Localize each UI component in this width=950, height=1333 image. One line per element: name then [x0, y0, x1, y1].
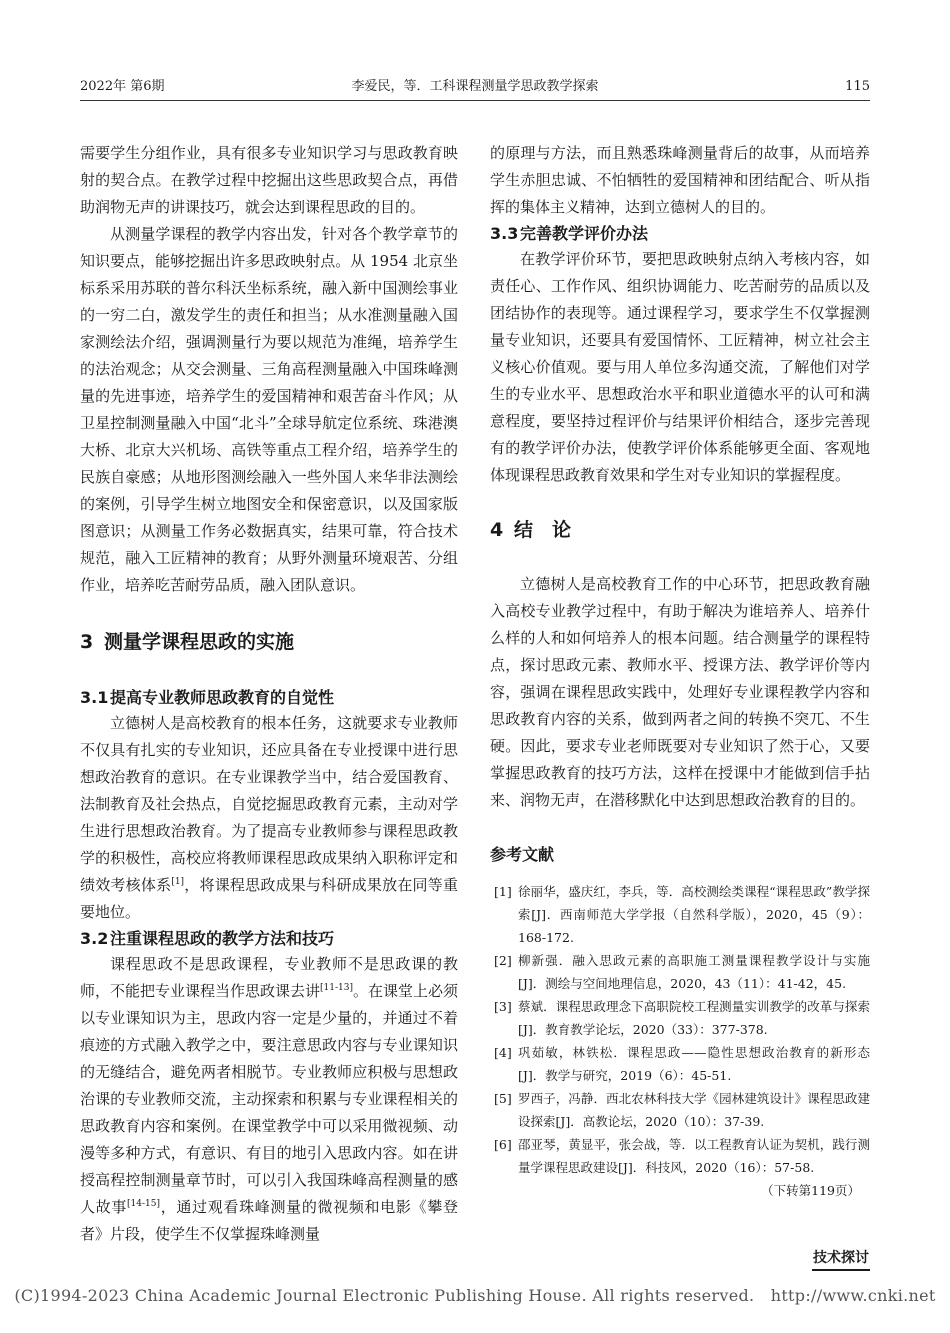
reference-text: 蔡斌．课程思政理念下高职院校工程测量实训教学的改革与探索[J]．教育教学论坛，2020（33）：377-378. — [518, 999, 870, 1037]
subsection-number: 3.2 — [80, 929, 109, 948]
paragraph: 需要学生分组作业，具有很多专业知识学习与思政教育映射的契合点。在教学过程中挖掘出这些思政契合点，再借助润物无声的讲课技巧，就会达到课程思政的目的。 — [80, 144, 458, 216]
paragraph: 的原理与方法，而且熟悉珠峰测量背后的故事，从而培养学生赤胆忠诚、不怕牺牲的爱国精神和团结配合、听从指挥的集体主义精神，达到立德树人的目的。 — [490, 144, 870, 216]
references-list — [490, 880, 870, 1179]
continued-note: （下转第119页） — [761, 1183, 860, 1198]
subsection-heading — [490, 221, 870, 246]
reference-item — [490, 1133, 870, 1179]
reference-item — [490, 1041, 870, 1087]
subsection-heading — [80, 685, 458, 710]
running-header — [80, 74, 870, 101]
reference-number: [6] — [494, 1137, 512, 1152]
section-number: 4 — [490, 519, 504, 541]
paragraph: 从测量学课程的教学内容出发，针对各个教学章节的知识要点，能够挖掘出许多思政映射点。从 1954 北京坐标系采用苏联的普尔科沃坐标系统，融入新中国测绘事业的一穷二白，激发学生的责任和担当；从水准测量融入国家测绘法介绍，强调测量行为要以规范为准绳，培养学生的法治观念；从交会测量、三角高程测量融入中国珠峰测量的先进事迹，培养学生的爱国精神和艰苦奋斗作风；从卫星控制测量融入中国“北斗”全球导航定位系统、珠港澳大桥、北京大兴机场、高铁等重点工程介绍，培养学生的民族自豪感；从地形图测绘融入一些外国人来华非法测绘的案例，引导学生树立地图安全和保密意识，以及国家版图意识；从测量工作务必数据真实，结果可靠，符合技术规范，融入工匠精神的教育；从野外测量环境艰苦、分组作业，培养吃苦耐劳品质，融入团队意识。 — [80, 225, 458, 594]
article-running-title: 李爱民，等．工科课程测量学思政教学探索 — [351, 79, 599, 94]
citation-mark: [1] — [171, 877, 185, 887]
paragraph — [80, 710, 458, 926]
section-title: 结 论 — [514, 519, 572, 541]
reference-text: 柳新强．融入思政元素的高职施工测量课程教学设计与实施[J]．测绘与空间地理信息，2020，43（11）：41-42，45. — [518, 953, 870, 991]
section-number: 3 — [80, 631, 94, 653]
reference-number: [2] — [494, 953, 512, 968]
paragraph: 立德树人是高校教育工作的中心环节，把思政教育融入高校专业教学过程中，有助于解决为谁培养人、培养什么样的人和如何培养人的根本问题。结合测量学的课程特点，探讨思政元素、教师水平、授课方法、教学评价等内容，强调在课程思政实践中，处理好专业课程教学内容和思政教育内容的关系，做到两者之间的转换不突兀、不生硬。因此，要求专业老师既要对专业知识了然于心，又要掌握思政教育的技巧方法，这样在授课中才能做到信手拈来、润物无声，在潜移默化中达到思想政治教育的目的。 — [490, 575, 870, 809]
section-heading — [490, 515, 870, 545]
text-run: 课程思政不是思政课程，专业教师不是思政课的教师，不能把专业课程当作思政课去讲 — [80, 955, 458, 1000]
text-run: ，通过观看珠峰测量的微视频和电影《攀登者》片段，使学生不仅掌握珠峰测量 — [80, 1198, 458, 1243]
subsection-number: 3.1 — [80, 688, 109, 707]
reference-text: 徐丽华，盛庆红，李兵，等．高校测绘类课程“课程思政”教学探索[J]．西南师范大学学报（自然科学版），2020，45（9）：168-172. — [518, 884, 870, 945]
subsection-title: 注重课程思政的教学方法和技巧 — [110, 929, 335, 948]
page-number: 115 — [845, 79, 870, 94]
references-heading: 参考文献 — [490, 845, 555, 864]
left-column — [80, 140, 458, 1248]
text-run: 。在课堂上必须以专业课知识为主，思政内容一定是少量的，并通过不着痕迹的方式融入教学之中，要注意思政内容与专业课知识的无缝结合，避免两者相脱节。专业教师应积极与思想政治课的专业教师交流，主动探索和积累与专业课程相关的思政教育内容和案例。在课堂教学中可以采用微视频、动漫等多种方式，有意识、有目的地引入思政内容。如在讲授高程控制测量章节时，可以引入我国珠峰高程测量的感人故事 — [80, 982, 458, 1216]
reference-item — [490, 1087, 870, 1133]
paragraph — [80, 951, 458, 1248]
section-heading — [80, 627, 458, 657]
subsection-heading — [80, 926, 458, 951]
subsection-title: 提高专业教师思政教育的自觉性 — [110, 688, 335, 707]
right-column — [490, 140, 870, 1203]
reference-number: [3] — [494, 999, 512, 1014]
column-tag: 技术探讨 — [812, 1247, 870, 1271]
reference-item — [490, 995, 870, 1041]
paragraph: 在教学评价环节，要把思政映射点纳入考核内容，如责任心、工作作风、组织协调能力、吃苦耐劳的品质以及团结协作的表现等。通过课程学习，要求学生不仅掌握测量专业知识，还要具有爱国情怀、工匠精神，树立社会主义核心价值观。要与用人单位多沟通交流，了解他们对学生的专业水平、思想政治水平和职业道德水平的认可和满意程度，要坚持过程评价与结果评价相结合，逐步完善现有的教学评价办法，使教学评价体系能够更全面、客观地体现课程思政教育效果和学生对专业知识的掌握程度。 — [490, 250, 870, 484]
citation-mark: [14-15] — [127, 1199, 161, 1209]
section-title: 测量学课程思政的实施 — [104, 631, 295, 653]
reference-number: [4] — [494, 1045, 512, 1060]
reference-text: 罗西子，冯静．西北农林科技大学《园林建筑设计》课程思政建设探索[J]．高教论坛，2020（10）：37-39. — [518, 1091, 870, 1129]
subsection-title: 完善教学评价办法 — [520, 224, 649, 243]
citation-mark: [11-13] — [320, 983, 353, 993]
reference-number: [5] — [494, 1091, 512, 1106]
subsection-number: 3.3 — [490, 224, 519, 243]
reference-text: 巩茹敏，林铁松．课程思政——隐性思想政治教育的新形态[J]．教学与研究，2019（6）：45-51. — [518, 1045, 870, 1083]
reference-item — [490, 949, 870, 995]
reference-item — [490, 880, 870, 949]
reference-number: [1] — [494, 884, 512, 899]
text-run: ，将课程思政成果与科研成果放在同等重要地位。 — [80, 876, 458, 921]
reference-text: 邵亚琴，黄显平，张会战，等．以工程教育认证为契机，践行测量学课程思政建设[J]．科技风，2020（16）：57-58. — [518, 1137, 870, 1175]
journal-issue: 2022年 第6期 — [80, 79, 165, 94]
copyright-footer: (C)1994-2023 China Academic Journal Electronic Publishing House. All rights reserved. http://www.cnki.net — [14, 1286, 936, 1305]
text-run: 立德树人是高校教育的根本任务，这就要求专业教师不仅具有扎实的专业知识，还应具备在专业授课中进行思想政治教育的意识。在专业课教学当中，结合爱国教育、法制教育及社会热点，自觉挖掘思政教育元素，主动对学生进行思想政治教育。为了提高专业教师参与课程思政教学的积极性，高校应将教师课程思政成果纳入职称评定和绩效考核体系 — [80, 714, 458, 894]
